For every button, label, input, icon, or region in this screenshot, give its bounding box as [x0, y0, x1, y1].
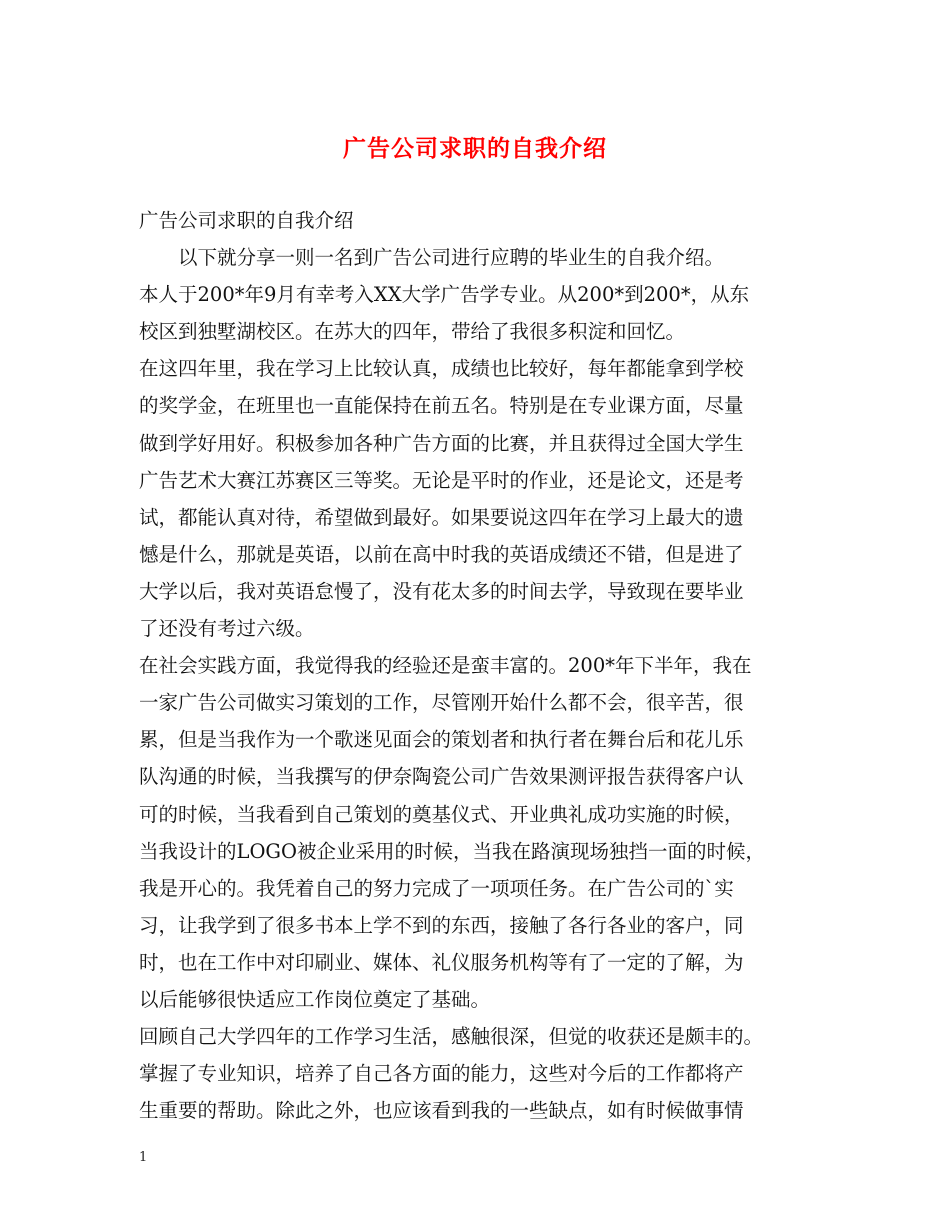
body-line: 的奖学金，在班里也一直能保持在前五名。特别是在专业课方面，尽量 — [139, 394, 744, 418]
body-line: 时，也在工作中对印刷业、媒体、礼仪服务机构等有了一定的了解，为 — [139, 950, 744, 974]
document-title: 广告公司求职的自我介绍 — [343, 135, 607, 162]
body-line: 本人于200*年9月有幸考入XX大学广告学专业。从200*到200*，从东 — [139, 283, 750, 307]
body-line: 习，让我学到了很多书本上学不到的东西，接触了各行各业的客户，同 — [139, 913, 744, 937]
body-line: 大学以后，我对英语怠慢了，没有花太多的时间去学，导致现在要毕业 — [139, 579, 744, 603]
body-line: 憾是什么，那就是英语，以前在高中时我的英语成绩还不错，但是进了 — [139, 542, 744, 566]
body-line: 了还没有考过六级。 — [139, 617, 315, 641]
body-line: 在社会实践方面，我觉得我的经验还是蛮丰富的。200*年下半年，我在 — [139, 654, 752, 678]
body-line: 在这四年里，我在学习上比较认真，成绩也比较好，每年都能拿到学校 — [139, 357, 744, 381]
body-line: 校区到独墅湖校区。在苏大的四年，带给了我很多积淀和回忆。 — [139, 320, 686, 344]
page-number: 1 — [139, 1150, 148, 1165]
body-line: 生重要的帮助。除此之外，也应该看到我的一些缺点，如有时候做事情 — [139, 1099, 744, 1123]
body-line: 回顾自己大学四年的工作学习生活，感触很深，但觉的收获还是颇丰的。 — [139, 1025, 764, 1049]
body-line: 可的时候，当我看到自己策划的奠基仪式、开业典礼成功实施的时候， — [139, 802, 744, 826]
document-body — [139, 202, 829, 1129]
body-line: 累，但是当我作为一个歌迷见面会的策划者和执行者在舞台后和花儿乐 — [139, 728, 744, 752]
body-line: 当我设计的LOGO被企业采用的时候，当我在路演现场独挡一面的时候， — [139, 839, 765, 863]
body-line: 广告艺术大赛江苏赛区三等奖。无论是平时的作业，还是论文，还是考 — [139, 468, 744, 492]
body-line: 试，都能认真对待，希望做到最好。如果要说这四年在学习上最大的遗 — [139, 505, 744, 529]
body-line: 做到学好用好。积极参加各种广告方面的比赛，并且获得过全国大学生 — [139, 431, 744, 455]
body-line: 掌握了专业知识，培养了自己各方面的能力，这些对今后的工作都将产 — [139, 1062, 744, 1086]
body-line: 以后能够很快适应工作岗位奠定了基础。 — [139, 987, 491, 1011]
body-line: 我是开心的。我凭着自己的努力完成了一项项任务。在广告公司的`实 — [139, 876, 734, 900]
body-line: 广告公司求职的自我介绍 — [139, 209, 354, 232]
body-line: 一家广告公司做实习策划的工作，尽管刚开始什么都不会，很辛苦，很 — [139, 691, 744, 715]
body-line: 队沟通的时候，当我撰写的伊奈陶瓷公司广告效果测评报告获得客户认 — [139, 765, 744, 789]
body-line: 以下就分享一则一名到广告公司进行应聘的毕业生的自我介绍。 — [178, 246, 725, 270]
